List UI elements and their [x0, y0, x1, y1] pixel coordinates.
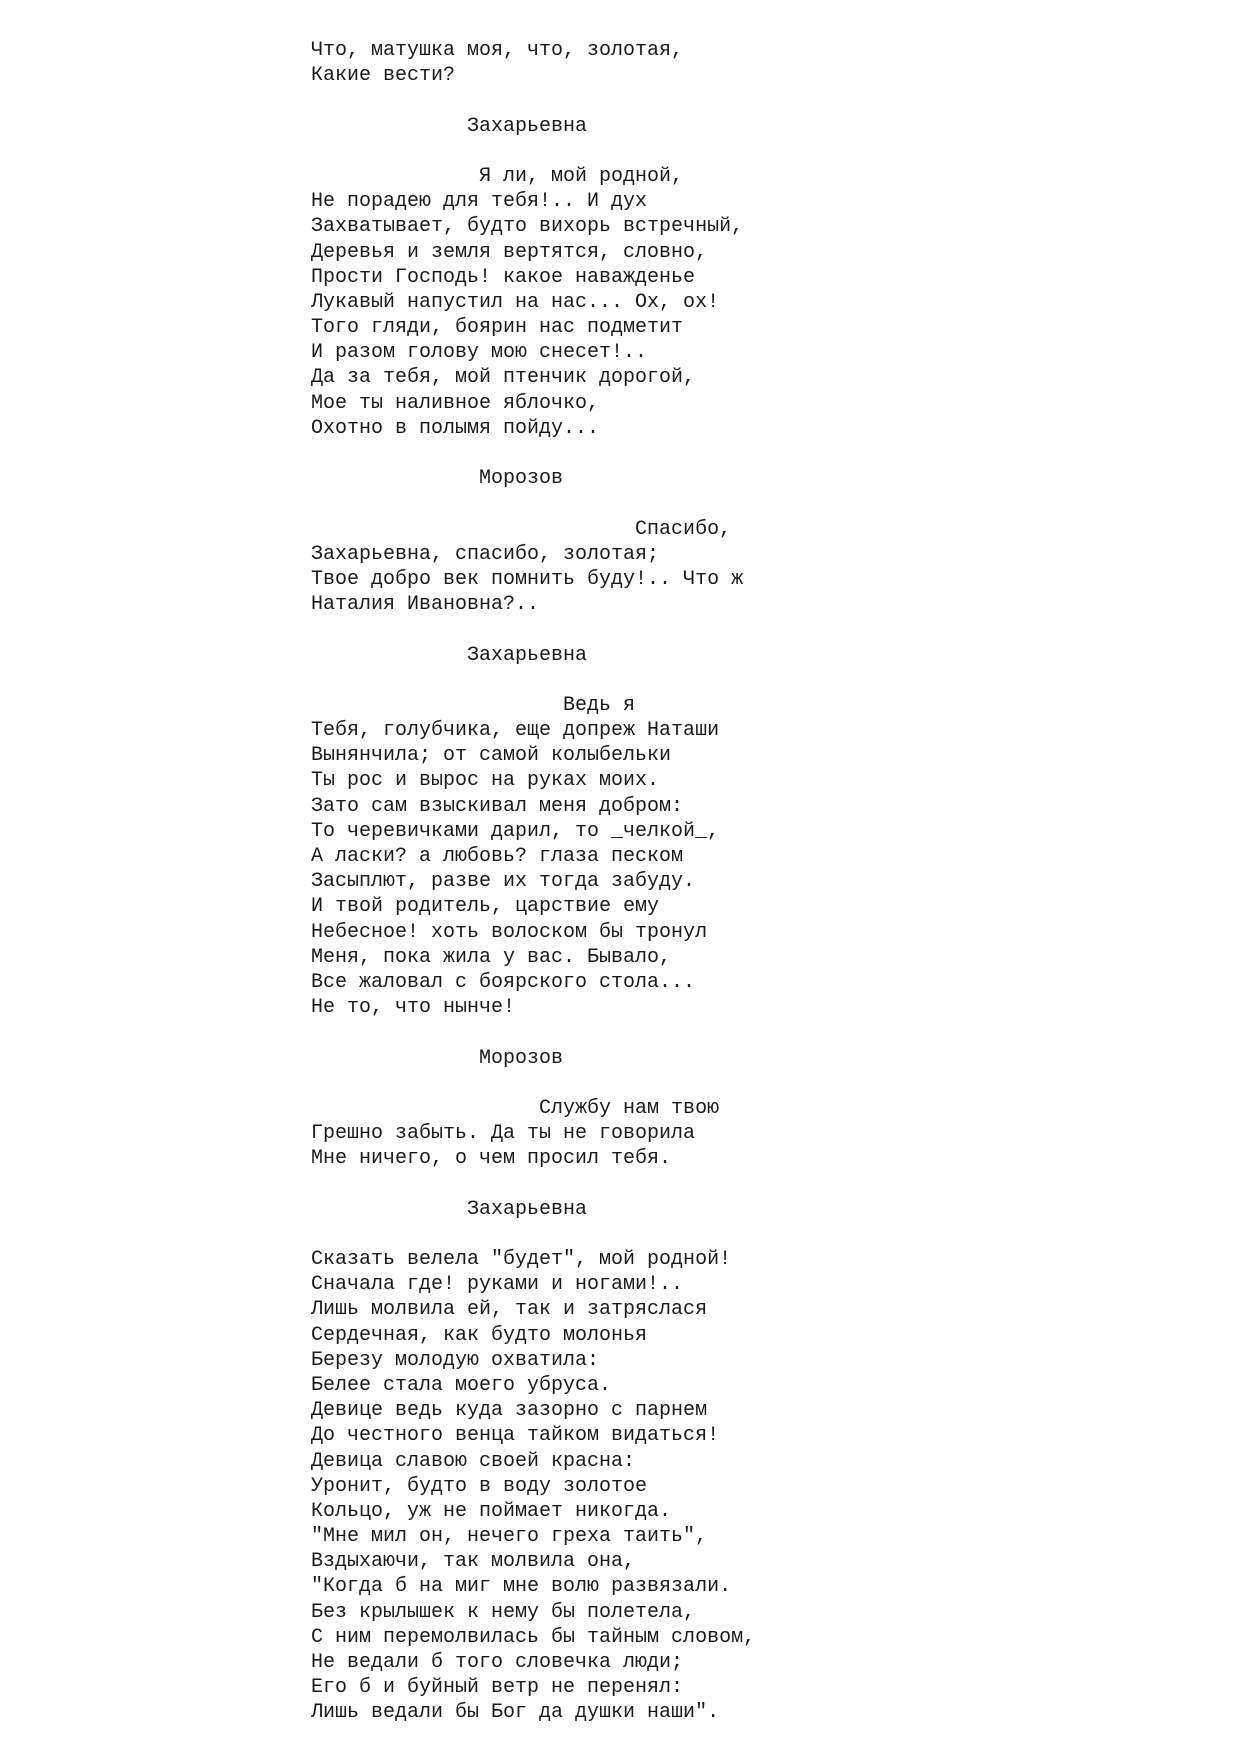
text-line: Девице ведь куда зазорно с парнем: [311, 1399, 708, 1423]
text-line: Того гляди, боярин нас подметит: [311, 316, 684, 340]
text-line: [311, 441, 1211, 466]
text-line: Без крылышек к нему бы полетела,: [311, 1600, 696, 1624]
text-line: Уронит, будто в воду золотое: [311, 1474, 648, 1498]
text-line: С ним перемолвилась бы тайным словом,: [311, 1625, 756, 1649]
text-line: Деревья и земля вертятся, словно,: [311, 240, 708, 264]
text-line: Меня, пока жила у вас. Бывало,: [311, 945, 672, 969]
text-line: Захарьевна: [311, 643, 588, 667]
text-line: А ласки? а любовь? глаза песком: [311, 845, 684, 868]
text-line: [311, 1171, 1211, 1196]
text-line: Морозов: [311, 467, 564, 491]
text-line: [311, 1071, 1211, 1096]
text-line: [311, 88, 1211, 113]
text-line: Белее стала моего убруса.: [311, 1373, 612, 1397]
text-line: Захватывает, будто вихорь встречный,: [311, 215, 744, 239]
text-line: Девица славою своей красна:: [311, 1449, 636, 1473]
text-line: Мне ничего, о чем просил тебя.: [311, 1147, 672, 1171]
text-line: Охотно в полымя пойду...: [311, 416, 600, 440]
text-line: Захарьевна, спасибо, золотая;: [311, 542, 660, 566]
text-line: Прости Господь! какое наважденье: [311, 265, 696, 289]
text-line: Ведь я: [311, 693, 636, 717]
text-line: Захарьевна: [311, 1197, 588, 1221]
text-line: Не то, что нынче!: [311, 996, 516, 1020]
text-line: Захарьевна: [311, 114, 588, 138]
text-line: [311, 491, 1211, 516]
text-line: Морозов: [311, 1046, 564, 1070]
text-line: [311, 617, 1211, 642]
text-line: Службу нам твою: [311, 1096, 720, 1120]
text-line: [311, 139, 1211, 164]
text-line: Не ведали б того словечка люди;: [311, 1651, 684, 1674]
text-line: То черевичками дарил, то _челкой_,: [311, 819, 720, 843]
text-line: Тебя, голубчика, еще допреж Наташи: [311, 719, 720, 743]
text-line: [311, 1020, 1211, 1045]
text-line: "Когда б на миг мне волю развязали.: [311, 1575, 732, 1599]
text-line: Наталия Ивановна?..: [311, 593, 540, 617]
text-line: И твой родитель, царствие ему: [311, 895, 660, 919]
text-line: Вынянчила; от самой колыбельки: [311, 744, 672, 768]
text-line: Твое добро век помнить буду!.. Что ж: [311, 567, 744, 591]
text-line: Кольцо, уж не поймает никогда.: [311, 1499, 672, 1523]
text-line: До честного венца тайком видаться!: [311, 1424, 720, 1448]
text-line: Спасибо,: [311, 517, 732, 541]
text-line: "Мне мил он, нечего греха таить",: [311, 1525, 708, 1549]
text-line: [311, 1222, 1211, 1247]
text-line: Березу молодую охватила:: [311, 1348, 600, 1372]
text-line: Не порадею для тебя!.. И дух: [311, 190, 648, 214]
text-line: Мое ты наливное яблочко,: [311, 391, 600, 415]
text-line: Грешно забыть. Да ты не говорила: [311, 1122, 696, 1146]
text-line: Что, матушка моя, что, золотая,: [311, 39, 684, 62]
text-line: Да за тебя, мой птенчик дорогой,: [311, 366, 696, 390]
text-line: Сказать велела "будет", мой родной!: [311, 1248, 732, 1271]
text-line: Все жаловал с боярского стола...: [311, 970, 696, 994]
text-line: Его б и буйный ветр не перенял:: [311, 1676, 684, 1700]
text-line: Какие вести?: [311, 64, 456, 88]
text-line: [311, 668, 1211, 693]
text-line: Небесное! хоть волоском бы тронул: [311, 920, 708, 944]
text-line: Лишь молвила ей, так и затряслася: [311, 1298, 708, 1322]
text-line: Ты рос и вырос на руках моих.: [311, 769, 660, 793]
text-line: Засыплют, разве их тогда забуду.: [311, 870, 696, 894]
text-line: Сердечная, как будто молонья: [311, 1323, 648, 1347]
text-line: Лукавый напустил на нас... Ох, ох!: [311, 290, 720, 314]
text-line: Лишь ведали бы Бог да душки наши".: [311, 1701, 720, 1725]
text-line: Сначала где! руками и ногами!..: [311, 1273, 684, 1297]
document-text: [311, 38, 1211, 1726]
text-line: Вздыхаючи, так молвила она,: [311, 1550, 636, 1574]
text-line: И разом голову мою снесет!..: [311, 341, 648, 365]
text-line: Зато сам взыскивал меня добром:: [311, 794, 684, 818]
text-line: Я ли, мой родной,: [311, 164, 684, 188]
